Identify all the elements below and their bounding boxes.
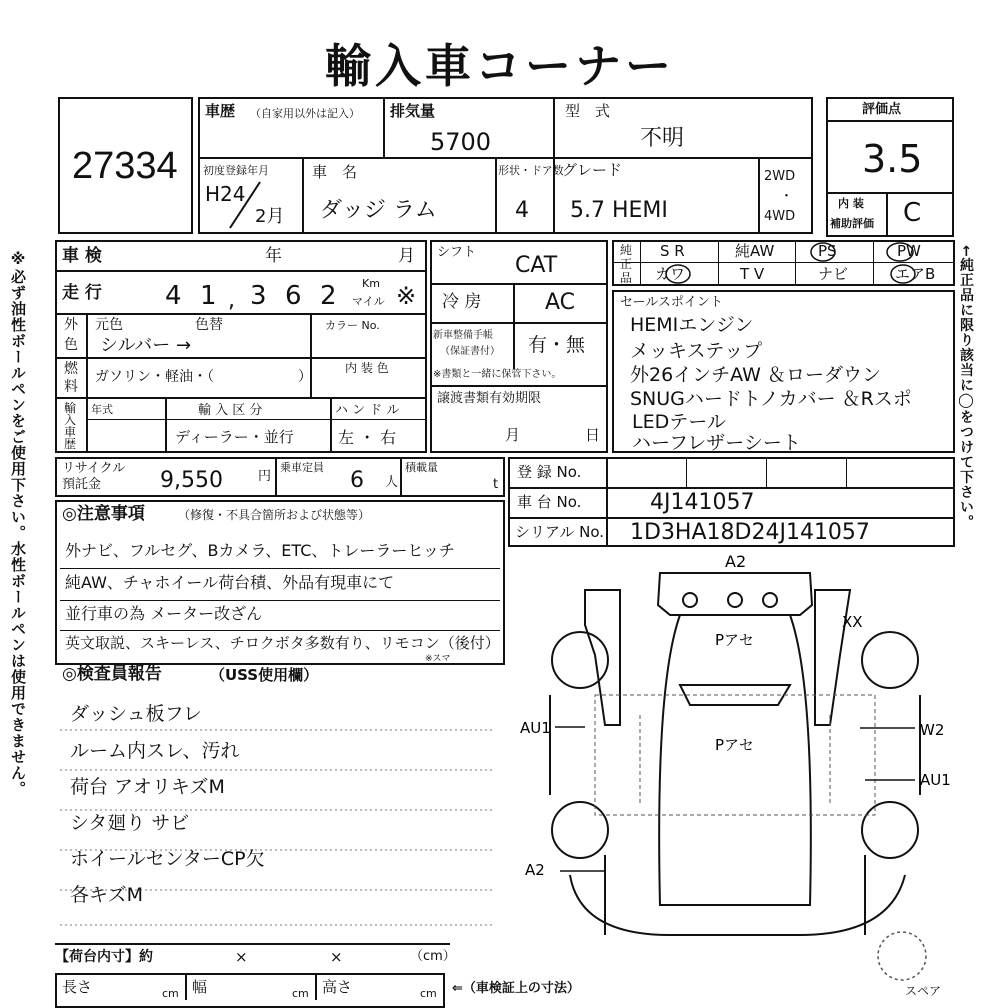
maintenance-label-1: 新車整備手帳 <box>433 330 493 341</box>
cargo-unit: （cm） <box>410 949 456 964</box>
mileage-digit: , <box>228 288 235 313</box>
spare-tire-icon <box>870 928 940 983</box>
color-label-2: 色 <box>64 337 78 353</box>
fuel-label-1: 燃 <box>64 361 78 377</box>
cargo-label: 【荷台内寸】約 <box>55 949 153 965</box>
dims-height: 高さ <box>322 978 353 996</box>
first-reg-month: 2月 <box>255 206 285 227</box>
mileage-digit: 2 <box>320 281 337 311</box>
mileage-digit: 6 <box>285 281 302 311</box>
import-label-2: 入 <box>64 413 77 427</box>
load-unit: t <box>493 477 499 492</box>
equip-airbag: エアB <box>895 265 936 283</box>
inspector-line: 各キズM <box>70 884 144 906</box>
inspector-line: シタ廻り サビ <box>70 812 190 834</box>
color-code-label: カラー No. <box>325 319 380 332</box>
transfer-day: 日 <box>585 426 601 444</box>
dims-length-cm: cm <box>162 987 179 1000</box>
car-name-value: ダッジ ラム <box>320 198 437 223</box>
equipment-circles <box>640 240 956 286</box>
mark-au1-left: AU1 <box>520 719 551 737</box>
interior-label-1: 内 装 <box>838 197 864 210</box>
sales-line: LEDテール <box>632 411 726 433</box>
interior-color-label: 内 装 色 <box>345 361 389 375</box>
handle-value: 左 ・ 右 <box>338 428 397 447</box>
inspection-year: 年 <box>265 246 282 266</box>
equipment-label-3: 品 <box>620 271 633 285</box>
color-value: シルバー → <box>100 335 192 356</box>
color-label-1: 外 <box>64 317 78 333</box>
import-label-4: 歴 <box>64 437 77 451</box>
capacity-value: 6 <box>350 468 364 493</box>
ac-label: 冷 房 <box>442 292 482 312</box>
sales-line: メッキステップ <box>630 340 763 362</box>
mileage-digit: 3 <box>250 281 267 311</box>
recycle-value: 9,550 <box>160 468 223 493</box>
mark-a2-bottom: A2 <box>525 861 545 879</box>
cargo-x1: × <box>235 948 248 966</box>
fuel-label-2: 料 <box>64 379 78 395</box>
inspection-month: 月 <box>398 246 415 266</box>
equipment-label-1: 純 <box>620 243 633 257</box>
sales-line: HEMIエンジン <box>630 314 754 336</box>
page-title: 輸入車コーナー <box>325 39 675 93</box>
import-kind-label: 輸 入 区 分 <box>198 403 263 418</box>
first-reg-label: 初度登録年月 <box>203 164 269 177</box>
sales-line: 外26インチAW ＆ローダウン <box>630 364 881 386</box>
equip-pw: PW <box>897 242 921 260</box>
history-label: 車歴 <box>205 102 236 120</box>
notes-label: ◎注意事項 <box>62 504 145 524</box>
displacement-label: 排気量 <box>390 102 436 120</box>
model-type-label: 型 式 <box>565 102 611 120</box>
color-change: 色替 <box>195 317 223 333</box>
spare-label: スペア <box>905 984 942 998</box>
ac-value: AC <box>545 290 576 315</box>
equip-tv: T V <box>740 265 765 283</box>
equip-navi: ナビ <box>818 265 849 283</box>
dims-height-cm: cm <box>420 987 437 1000</box>
recycle-label-2: 預託金 <box>62 477 102 492</box>
mark-a2-top: A2 <box>725 555 747 571</box>
sales-line: SNUGハードトノカバー ＆Rスポ <box>630 388 912 410</box>
mileage-digit: 4 <box>165 281 182 311</box>
mileage-label: 走 行 <box>62 283 102 303</box>
model-type-value: 不明 <box>640 126 685 151</box>
mileage-mile: マイル <box>352 295 385 308</box>
sales-label: セールスポイント <box>620 295 723 310</box>
chassis-value: 4J141057 <box>650 490 755 515</box>
history-note: （自家用以外は記入） <box>250 107 360 120</box>
lot-number: 27334 <box>72 145 178 187</box>
interior-label-2: 補助評価 <box>830 217 874 230</box>
inspector-line: 荷台 アオリキズM <box>70 776 225 798</box>
drive-4wd: 4WD <box>764 209 796 224</box>
serial-value: 1D3HA18D24J141057 <box>630 520 870 545</box>
load-label: 積載量 <box>405 461 438 474</box>
inspector-line: ルーム内スレ、汚れ <box>70 740 240 762</box>
mark-xx: XX <box>842 613 863 631</box>
notes-line: 並行車の為 メーター改ざん <box>65 604 263 623</box>
import-label-1: 輸 <box>64 401 77 415</box>
car-diagram <box>520 555 955 950</box>
mileage-km: Km <box>362 277 380 290</box>
cargo-x2: × <box>330 948 343 966</box>
notes-line: 外ナビ、フルセグ、Bカメラ、ETC、トレーラーヒッチ <box>65 541 455 560</box>
mark-p-top: Pアセ <box>715 631 754 649</box>
inspector-line: ホイールセンターCP欠 <box>70 848 265 870</box>
recycle-unit: 円 <box>258 469 272 484</box>
inspector-line: ダッシュ板フレ <box>70 703 202 725</box>
mark-w2: W2 <box>920 721 945 739</box>
import-label-3: 車 <box>64 425 77 439</box>
inspection-label: 車 検 <box>62 246 102 266</box>
mileage-digit: 1 <box>200 281 217 311</box>
mark-p-mid: Pアセ <box>715 736 754 754</box>
grade-value: 5.7 HEMI <box>570 198 668 223</box>
import-kind-value: ディーラー・並行 <box>175 428 294 446</box>
drive-dot: ・ <box>780 189 794 204</box>
chassis-label: 車 台 No. <box>517 493 582 511</box>
notes-line: 英文取説、スキーレス、チロクボタ多数有り、リモコン（後付） <box>65 634 500 652</box>
maintenance-note: ※書類と一緒に保管下さい。 <box>433 369 562 380</box>
import-year-label: 年式 <box>91 403 113 416</box>
drive-2wd: 2WD <box>764 169 796 184</box>
first-reg-year: H24 <box>205 182 246 206</box>
recycle-label-1: リサイクル <box>62 461 126 476</box>
serial-label: シリアル No. <box>515 523 605 541</box>
capacity-unit: 人 <box>385 475 399 490</box>
dims-width: 幅 <box>192 978 208 996</box>
score-value: 3.5 <box>862 137 923 181</box>
equip-sr: S R <box>660 242 685 260</box>
grade-label: グレード <box>562 161 623 179</box>
notes-sub: （修復・不具合箇所および状態等） <box>178 508 371 522</box>
equip-ps: PS <box>818 242 837 260</box>
color-orig: 元色 <box>95 317 123 333</box>
mark-au1-right: AU1 <box>920 771 951 789</box>
interior-value: C <box>903 198 922 228</box>
dims-width-cm: cm <box>292 987 309 1000</box>
dims-length: 長さ <box>62 978 93 996</box>
equip-aw: 純AW <box>735 242 775 260</box>
displacement-value: 5700 <box>430 128 492 156</box>
maintenance-value: 有・無 <box>528 334 586 356</box>
doors-label: 形状・ドア数 <box>498 164 564 177</box>
sales-line: ハーフレザーシート <box>632 432 801 454</box>
handle-label: ハ ン ド ル <box>335 403 400 418</box>
side-note-right: ←純正品に限り該当に◯をつけて下さい。 <box>958 245 974 530</box>
notes-line: 純AW、チャホイール荷台積、外品有現車にて <box>65 573 395 592</box>
transfer-month: 月 <box>505 426 521 444</box>
maintenance-label-2: （保証書付） <box>440 346 500 357</box>
dims-note: ⇐（車検証上の寸法） <box>452 981 580 996</box>
side-note-left: ※必ず油性ボールペンをご使用下さい。水性ボールペンは使用できません。 <box>9 250 27 797</box>
doors-value: 4 <box>515 198 529 223</box>
shift-label: シフト <box>437 245 477 260</box>
car-name-label: 車 名 <box>312 163 358 181</box>
transfer-label: 譲渡書類有効期限 <box>437 391 542 406</box>
equip-leather: カワ <box>655 265 686 283</box>
fuel-value: ガソリン・軽油・（ ） <box>95 369 312 385</box>
inspector-label: ◎検査員報告 <box>62 664 162 684</box>
notes-small: ※スマ <box>425 654 451 664</box>
inspector-sub: （USS使用欄） <box>210 666 319 684</box>
dims-row <box>55 973 445 1008</box>
registration-label: 登 録 No. <box>517 463 582 481</box>
shift-value: CAT <box>515 253 558 278</box>
mileage-mark: ※ <box>396 282 417 310</box>
capacity-label: 乗車定員 <box>280 461 324 474</box>
equipment-label-2: 正 <box>620 257 633 271</box>
score-label: 評価点 <box>862 102 902 117</box>
